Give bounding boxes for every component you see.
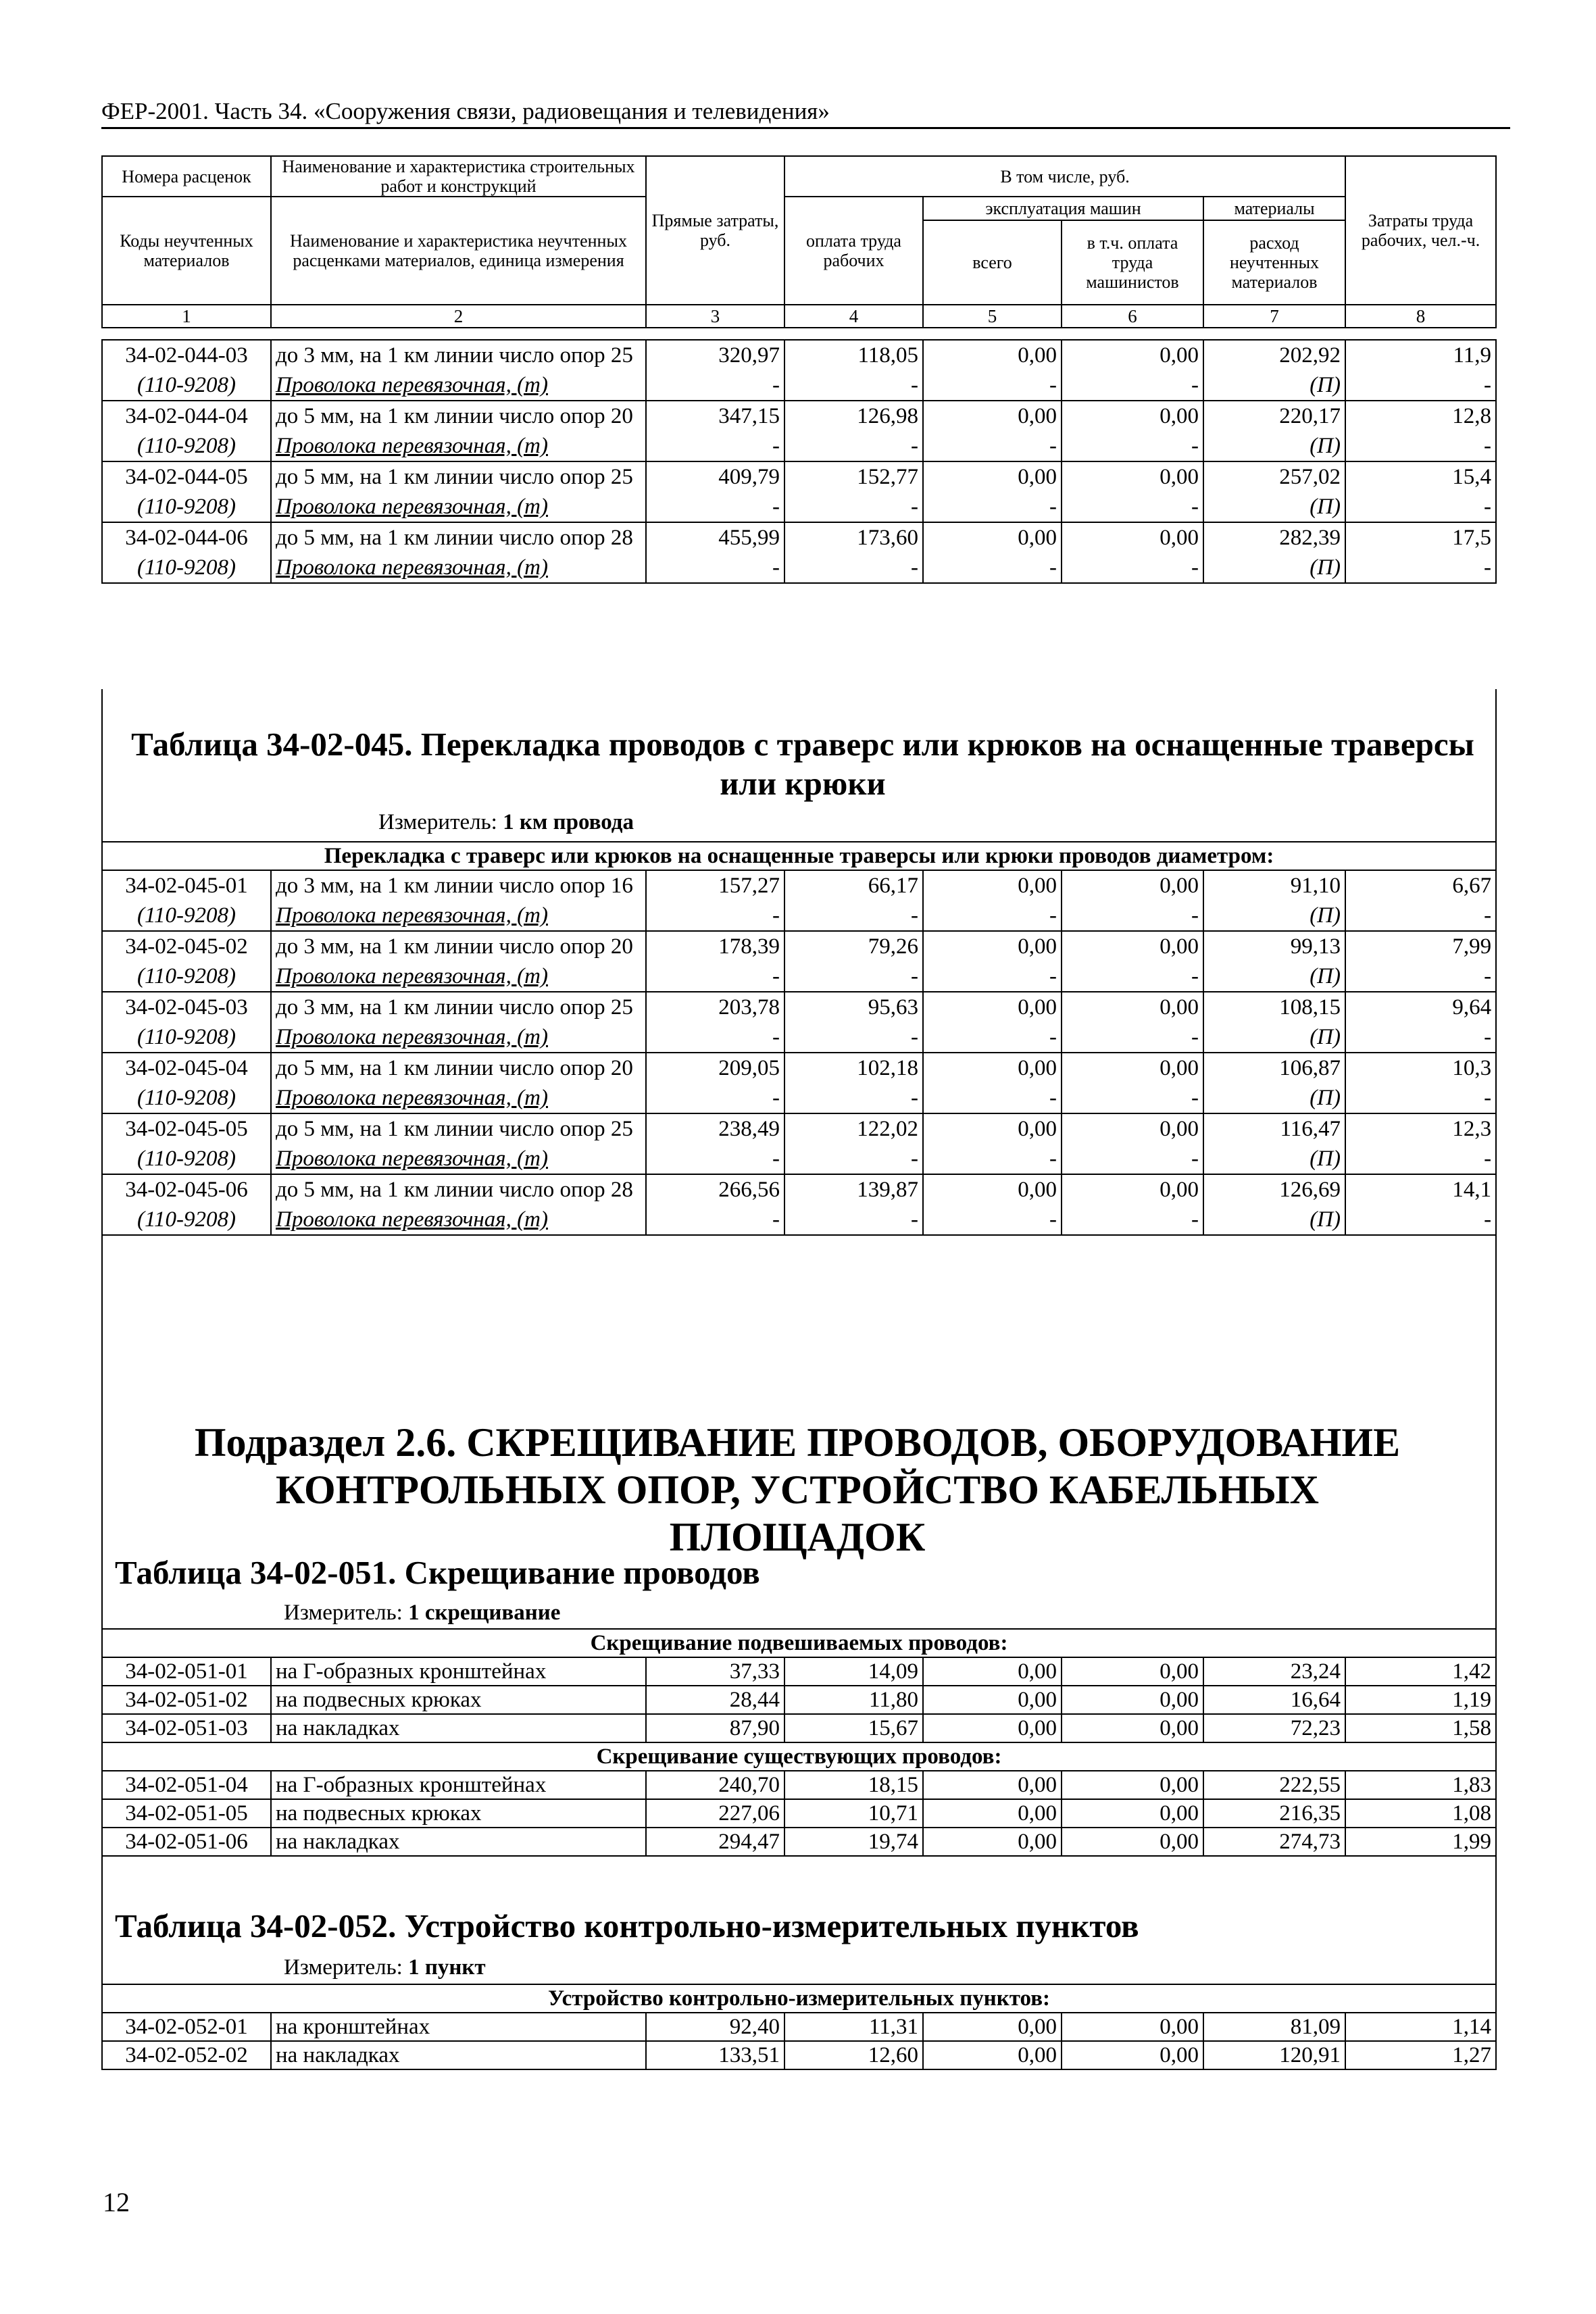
value-cell: 66,17 (784, 870, 923, 901)
material-row (102, 901, 1496, 931)
header-materials: материалы (1203, 197, 1345, 220)
material-row (102, 1144, 1496, 1174)
value-cell: 15,67 (784, 1714, 923, 1742)
material-value-cell: - (646, 370, 784, 401)
value-cell: 0,00 (923, 2013, 1062, 2041)
value-cell: 139,87 (784, 1174, 923, 1205)
value-cell: 216,35 (1203, 1799, 1345, 1828)
material-value-cell: - (923, 901, 1062, 931)
material-value-cell: - (923, 553, 1062, 583)
material-code: (110-9208) (102, 1144, 271, 1174)
material-value-cell: - (923, 1205, 1062, 1235)
table-051-title: Таблица 34-02-051. Скрещивание проводов (115, 1554, 760, 1591)
value-cell: 152,77 (784, 461, 923, 492)
value-cell: 0,00 (923, 870, 1062, 901)
value-cell: 274,73 (1203, 1828, 1345, 1856)
material-value-cell: - (1062, 1205, 1203, 1235)
value-cell: 0,00 (1062, 931, 1203, 961)
value-cell: 0,00 (923, 340, 1062, 370)
material-value-cell: - (1062, 1144, 1203, 1174)
rate-code: 34-02-044-03 (102, 340, 271, 370)
rate-code: 34-02-051-03 (102, 1714, 271, 1742)
value-cell: 209,05 (646, 1053, 784, 1083)
value-cell: 10,71 (784, 1799, 923, 1828)
value-cell: 10,3 (1345, 1053, 1496, 1083)
value-cell: 222,55 (1203, 1771, 1345, 1799)
material-value-cell: - (923, 961, 1062, 992)
material-value-cell: - (784, 431, 923, 461)
header-worker-pay: оплата труда рабочих (784, 197, 923, 305)
value-cell: 1,83 (1345, 1771, 1496, 1799)
value-cell: 126,69 (1203, 1174, 1345, 1205)
header-material-codes: Коды неучтенных материалов (102, 197, 271, 305)
material-value-cell: - (923, 370, 1062, 401)
table-052-measure (284, 1954, 486, 1981)
rate-code: 34-02-052-02 (102, 2041, 271, 2069)
value-cell: 0,00 (1062, 461, 1203, 492)
table-row (102, 340, 1496, 370)
value-cell: 220,17 (1203, 401, 1345, 431)
material-value-cell: - (1345, 370, 1496, 401)
material-name: Проволока перевязочная, (т) (271, 431, 646, 461)
material-value-cell: - (784, 961, 923, 992)
rates-table-045 (101, 841, 1497, 1236)
value-cell: 11,31 (784, 2013, 923, 2041)
material-value-cell: - (1345, 431, 1496, 461)
value-cell: 19,74 (784, 1828, 923, 1856)
material-value-cell: (П) (1203, 1144, 1345, 1174)
material-value-cell: (П) (1203, 431, 1345, 461)
material-value-cell: - (1345, 1205, 1496, 1235)
material-value-cell: - (1062, 370, 1203, 401)
work-description: на накладках (271, 2041, 646, 2069)
value-cell: 133,51 (646, 2041, 784, 2069)
material-value-cell: - (646, 1205, 784, 1235)
value-cell: 0,00 (923, 1799, 1062, 1828)
value-cell: 126,98 (784, 401, 923, 431)
material-name: Проволока перевязочная, (т) (271, 553, 646, 583)
value-cell: 0,00 (923, 1174, 1062, 1205)
work-description: до 5 мм, на 1 км линии число опор 28 (271, 522, 646, 553)
value-cell: 240,70 (646, 1771, 784, 1799)
column-number: 2 (271, 305, 646, 328)
work-description: до 3 мм, на 1 км линии число опор 25 (271, 992, 646, 1022)
measure-label: Измеритель: (284, 1955, 403, 1980)
table-045-band: Перекладка с траверс или крюков на оснащенные траверсы или крюки проводов диаметром: (102, 842, 1496, 870)
value-cell: 282,39 (1203, 522, 1345, 553)
value-cell: 266,56 (646, 1174, 784, 1205)
material-value-cell: - (1345, 553, 1496, 583)
rate-code: 34-02-051-05 (102, 1799, 271, 1828)
material-value-cell: - (923, 492, 1062, 522)
value-cell: 87,90 (646, 1714, 784, 1742)
material-value-cell: - (1062, 961, 1203, 992)
value-cell: 0,00 (923, 1053, 1062, 1083)
material-name: Проволока перевязочная, (т) (271, 492, 646, 522)
value-cell: 0,00 (923, 1714, 1062, 1742)
material-value-cell: - (646, 492, 784, 522)
work-description: до 5 мм, на 1 км линии число опор 20 (271, 401, 646, 431)
measure-label: Измеритель: (284, 1601, 403, 1625)
value-cell: 0,00 (923, 461, 1062, 492)
material-value-cell: - (1062, 553, 1203, 583)
value-cell: 257,02 (1203, 461, 1345, 492)
material-value-cell: - (784, 492, 923, 522)
header-material-name: Наименование и характеристика неучтенных расценками материалов, единица измерения (271, 197, 646, 305)
value-cell: 0,00 (1062, 522, 1203, 553)
material-value-cell: - (646, 431, 784, 461)
table-row (102, 401, 1496, 431)
material-row (102, 1083, 1496, 1113)
value-cell: 1,08 (1345, 1799, 1496, 1828)
header-labor-costs: Затраты труда рабочих, чел.-ч. (1345, 156, 1496, 305)
value-cell: 116,47 (1203, 1113, 1345, 1144)
material-value-cell: - (646, 1022, 784, 1053)
material-code: (110-9208) (102, 1205, 271, 1235)
value-cell: 0,00 (1062, 1657, 1203, 1686)
value-cell: 1,58 (1345, 1714, 1496, 1742)
material-row (102, 431, 1496, 461)
table-052-band: Устройство контрольно-измерительных пунктов: (102, 1984, 1496, 2013)
material-value-cell: - (646, 901, 784, 931)
material-value-cell: (П) (1203, 961, 1345, 992)
rate-code: 34-02-045-05 (102, 1113, 271, 1144)
value-cell: 0,00 (1062, 401, 1203, 431)
material-row (102, 1022, 1496, 1053)
table-row (102, 1174, 1496, 1205)
material-value-cell: - (1345, 492, 1496, 522)
header-machines: эксплуатация машин (923, 197, 1203, 220)
table-row (102, 1799, 1496, 1828)
table-051-band: Скрещивание подвешиваемых проводов: (102, 1629, 1496, 1657)
column-number: 4 (784, 305, 923, 328)
rates-table-044 (101, 339, 1497, 584)
rate-code: 34-02-051-02 (102, 1686, 271, 1714)
material-value-cell: (П) (1203, 370, 1345, 401)
value-cell: 0,00 (1062, 1113, 1203, 1144)
material-value-cell: - (1345, 1022, 1496, 1053)
measure-unit: 1 пункт (408, 1955, 486, 1980)
table-row (102, 1828, 1496, 1856)
value-cell: 92,40 (646, 2013, 784, 2041)
table-row (102, 1657, 1496, 1686)
material-value-cell: - (1062, 492, 1203, 522)
table-row (102, 1714, 1496, 1742)
work-description: на кронштейнах (271, 2013, 646, 2041)
subsection-title: Подраздел 2.6. СКРЕЩИВАНИЕ ПРОВОДОВ, ОБОРУДОВАНИЕ КОНТРОЛЬНЫХ ОПОР, УСТРОЙСТВО КАБЕЛЬНЫХ ПЛОЩАДОК (194, 1420, 1401, 1559)
value-cell: 0,00 (1062, 870, 1203, 901)
material-code: (110-9208) (102, 961, 271, 992)
value-cell: 0,00 (923, 931, 1062, 961)
value-cell: 238,49 (646, 1113, 784, 1144)
table-045-title: Таблица 34-02-045. Перекладка проводов с траверс или крюков на оснащенные траверсы или крюки (131, 726, 1474, 802)
table-row (102, 461, 1496, 492)
material-value-cell: - (646, 1083, 784, 1113)
work-description: на накладках (271, 1828, 646, 1856)
value-cell: 118,05 (784, 340, 923, 370)
rate-code: 34-02-045-06 (102, 1174, 271, 1205)
material-value-cell: - (1345, 901, 1496, 931)
material-value-cell: - (1345, 1083, 1496, 1113)
rate-code: 34-02-051-04 (102, 1771, 271, 1799)
value-cell: 0,00 (923, 1657, 1062, 1686)
work-description: на подвесных крюках (271, 1799, 646, 1828)
value-cell: 0,00 (1062, 2041, 1203, 2069)
material-code: (110-9208) (102, 1083, 271, 1113)
material-value-cell: - (1062, 901, 1203, 931)
value-cell: 7,99 (1345, 931, 1496, 961)
work-description: до 3 мм, на 1 км линии число опор 25 (271, 340, 646, 370)
material-row (102, 492, 1496, 522)
value-cell: 0,00 (1062, 992, 1203, 1022)
table-045-measure (378, 809, 634, 836)
column-number: 5 (923, 305, 1062, 328)
value-cell: 0,00 (923, 1771, 1062, 1799)
value-cell: 0,00 (923, 992, 1062, 1022)
material-value-cell: - (784, 1022, 923, 1053)
value-cell: 12,8 (1345, 401, 1496, 431)
rates-table-052 (101, 1984, 1497, 2070)
material-name: Проволока перевязочная, (т) (271, 1083, 646, 1113)
value-cell: 0,00 (923, 2041, 1062, 2069)
value-cell: 37,33 (646, 1657, 784, 1686)
value-cell: 173,60 (784, 522, 923, 553)
measure-unit: 1 скрещивание (408, 1601, 561, 1625)
work-description: до 5 мм, на 1 км линии число опор 25 (271, 1113, 646, 1144)
table-052-title: Таблица 34-02-052. Устройство контрольно-измерительных пунктов (115, 1907, 1139, 1944)
table-row (102, 1771, 1496, 1799)
material-value-cell: - (646, 961, 784, 992)
value-cell: 0,00 (923, 401, 1062, 431)
material-value-cell: - (1062, 1083, 1203, 1113)
value-cell: 202,92 (1203, 340, 1345, 370)
material-name: Проволока перевязочная, (т) (271, 901, 646, 931)
value-cell: 99,13 (1203, 931, 1345, 961)
value-cell: 1,19 (1345, 1686, 1496, 1714)
material-value-cell: - (923, 1022, 1062, 1053)
value-cell: 227,06 (646, 1799, 784, 1828)
work-description: на Г-образных кронштейнах (271, 1657, 646, 1686)
material-code: (110-9208) (102, 1022, 271, 1053)
material-row (102, 370, 1496, 401)
table-row (102, 992, 1496, 1022)
value-cell: 95,63 (784, 992, 923, 1022)
material-name: Проволока перевязочная, (т) (271, 1144, 646, 1174)
value-cell: 12,60 (784, 2041, 923, 2069)
table-row (102, 1113, 1496, 1144)
page-header: ФЕР-2001. Часть 34. «Сооружения связи, радиовещания и телевидения» (101, 98, 830, 124)
material-value-cell: - (923, 1144, 1062, 1174)
rate-code: 34-02-045-02 (102, 931, 271, 961)
material-value-cell: (П) (1203, 492, 1345, 522)
value-cell: 0,00 (1062, 1174, 1203, 1205)
header-rate-numbers: Номера расценок (102, 156, 271, 197)
material-name: Проволока перевязочная, (т) (271, 1022, 646, 1053)
value-cell: 0,00 (1062, 1686, 1203, 1714)
value-cell: 203,78 (646, 992, 784, 1022)
value-cell: 15,4 (1345, 461, 1496, 492)
material-value-cell: (П) (1203, 1083, 1345, 1113)
value-cell: 11,9 (1345, 340, 1496, 370)
material-row (102, 961, 1496, 992)
table-051-band: Скрещивание существующих проводов: (102, 1742, 1496, 1771)
material-value-cell: - (923, 1083, 1062, 1113)
value-cell: 11,80 (784, 1686, 923, 1714)
value-cell: 12,3 (1345, 1113, 1496, 1144)
table-051-measure (284, 1599, 560, 1626)
table-row (102, 522, 1496, 553)
value-cell: 17,5 (1345, 522, 1496, 553)
material-value-cell: (П) (1203, 553, 1345, 583)
table-row (102, 1686, 1496, 1714)
header-unaccounted-materials: расход неучтенных материалов (1203, 220, 1345, 305)
work-description: до 5 мм, на 1 км линии число опор 20 (271, 1053, 646, 1083)
material-value-cell: - (1062, 431, 1203, 461)
value-cell: 0,00 (1062, 340, 1203, 370)
material-code: (110-9208) (102, 431, 271, 461)
value-cell: 102,18 (784, 1053, 923, 1083)
value-cell: 0,00 (923, 1113, 1062, 1144)
column-number: 7 (1203, 305, 1345, 328)
value-cell: 106,87 (1203, 1053, 1345, 1083)
table-row (102, 2013, 1496, 2041)
value-cell: 23,24 (1203, 1657, 1345, 1686)
header-direct-costs: Прямые затраты, руб. (646, 156, 784, 305)
table-row (102, 870, 1496, 901)
material-value-cell: - (1062, 1022, 1203, 1053)
work-description: до 3 мм, на 1 км линии число опор 16 (271, 870, 646, 901)
value-cell: 320,97 (646, 340, 784, 370)
work-description: до 3 мм, на 1 км линии число опор 20 (271, 931, 646, 961)
value-cell: 1,14 (1345, 2013, 1496, 2041)
value-cell: 157,27 (646, 870, 784, 901)
value-cell: 6,67 (1345, 870, 1496, 901)
value-cell: 0,00 (1062, 2013, 1203, 2041)
value-cell: 9,64 (1345, 992, 1496, 1022)
value-cell: 14,1 (1345, 1174, 1496, 1205)
value-cell: 0,00 (923, 522, 1062, 553)
value-cell: 81,09 (1203, 2013, 1345, 2041)
work-description: до 5 мм, на 1 км линии число опор 28 (271, 1174, 646, 1205)
value-cell: 0,00 (923, 1828, 1062, 1856)
rate-code: 34-02-052-01 (102, 2013, 271, 2041)
rate-code: 34-02-044-05 (102, 461, 271, 492)
material-value-cell: - (784, 1205, 923, 1235)
rate-code: 34-02-044-04 (102, 401, 271, 431)
value-cell: 347,15 (646, 401, 784, 431)
value-cell: 72,23 (1203, 1714, 1345, 1742)
material-code: (110-9208) (102, 901, 271, 931)
material-value-cell: - (1345, 1144, 1496, 1174)
header-including: В том числе, руб. (784, 156, 1345, 197)
value-cell: 1,99 (1345, 1828, 1496, 1856)
value-cell: 120,91 (1203, 2041, 1345, 2069)
material-value-cell: - (784, 553, 923, 583)
value-cell: 18,15 (784, 1771, 923, 1799)
value-cell: 14,09 (784, 1657, 923, 1686)
table-row (102, 2041, 1496, 2069)
material-value-cell: - (646, 553, 784, 583)
material-value-cell: (П) (1203, 1205, 1345, 1235)
rate-code: 34-02-045-04 (102, 1053, 271, 1083)
value-cell: 28,44 (646, 1686, 784, 1714)
value-cell: 122,02 (784, 1113, 923, 1144)
material-value-cell: - (784, 370, 923, 401)
page-number: 12 (103, 2187, 130, 2217)
value-cell: 79,26 (784, 931, 923, 961)
rates-table-051 (101, 1628, 1497, 1857)
material-name: Проволока перевязочная, (т) (271, 370, 646, 401)
material-code: (110-9208) (102, 492, 271, 522)
column-number: 6 (1062, 305, 1203, 328)
value-cell: 0,00 (1062, 1799, 1203, 1828)
material-code: (110-9208) (102, 553, 271, 583)
work-description: на Г-образных кронштейнах (271, 1771, 646, 1799)
material-value-cell: - (784, 901, 923, 931)
table-row (102, 931, 1496, 961)
value-cell: 455,99 (646, 522, 784, 553)
value-cell: 0,00 (1062, 1053, 1203, 1083)
rate-code: 34-02-045-03 (102, 992, 271, 1022)
material-value-cell: - (784, 1083, 923, 1113)
value-cell: 0,00 (1062, 1714, 1203, 1742)
header-rule (101, 127, 1510, 129)
value-cell: 0,00 (923, 1686, 1062, 1714)
column-header-table (101, 155, 1497, 328)
value-cell: 91,10 (1203, 870, 1345, 901)
work-description: на подвесных крюках (271, 1686, 646, 1714)
column-number: 8 (1345, 305, 1496, 328)
header-work-name: Наименование и характеристика строительных работ и конструкций (271, 156, 646, 197)
material-value-cell: - (923, 431, 1062, 461)
material-value-cell: (П) (1203, 901, 1345, 931)
material-value-cell: - (646, 1144, 784, 1174)
material-row (102, 553, 1496, 583)
material-value-cell: - (1345, 961, 1496, 992)
measure-label: Измеритель: (378, 810, 497, 834)
work-description: до 5 мм, на 1 км линии число опор 25 (271, 461, 646, 492)
rate-code: 34-02-044-06 (102, 522, 271, 553)
value-cell: 108,15 (1203, 992, 1345, 1022)
measure-unit: 1 км провода (503, 810, 634, 834)
table-row (102, 1053, 1496, 1083)
value-cell: 1,42 (1345, 1657, 1496, 1686)
value-cell: 294,47 (646, 1828, 784, 1856)
material-value-cell: - (784, 1144, 923, 1174)
work-description: на накладках (271, 1714, 646, 1742)
value-cell: 16,64 (1203, 1686, 1345, 1714)
header-machines-total: всего (923, 220, 1062, 305)
material-code: (110-9208) (102, 370, 271, 401)
material-value-cell: (П) (1203, 1022, 1345, 1053)
column-number: 3 (646, 305, 784, 328)
rate-code: 34-02-051-06 (102, 1828, 271, 1856)
material-name: Проволока перевязочная, (т) (271, 961, 646, 992)
value-cell: 1,27 (1345, 2041, 1496, 2069)
value-cell: 0,00 (1062, 1828, 1203, 1856)
value-cell: 178,39 (646, 931, 784, 961)
rate-code: 34-02-045-01 (102, 870, 271, 901)
value-cell: 409,79 (646, 461, 784, 492)
column-number: 1 (102, 305, 271, 328)
header-operator-pay: в т.ч. оплата труда машинистов (1062, 220, 1203, 305)
value-cell: 0,00 (1062, 1771, 1203, 1799)
material-row (102, 1205, 1496, 1235)
material-name: Проволока перевязочная, (т) (271, 1205, 646, 1235)
rate-code: 34-02-051-01 (102, 1657, 271, 1686)
